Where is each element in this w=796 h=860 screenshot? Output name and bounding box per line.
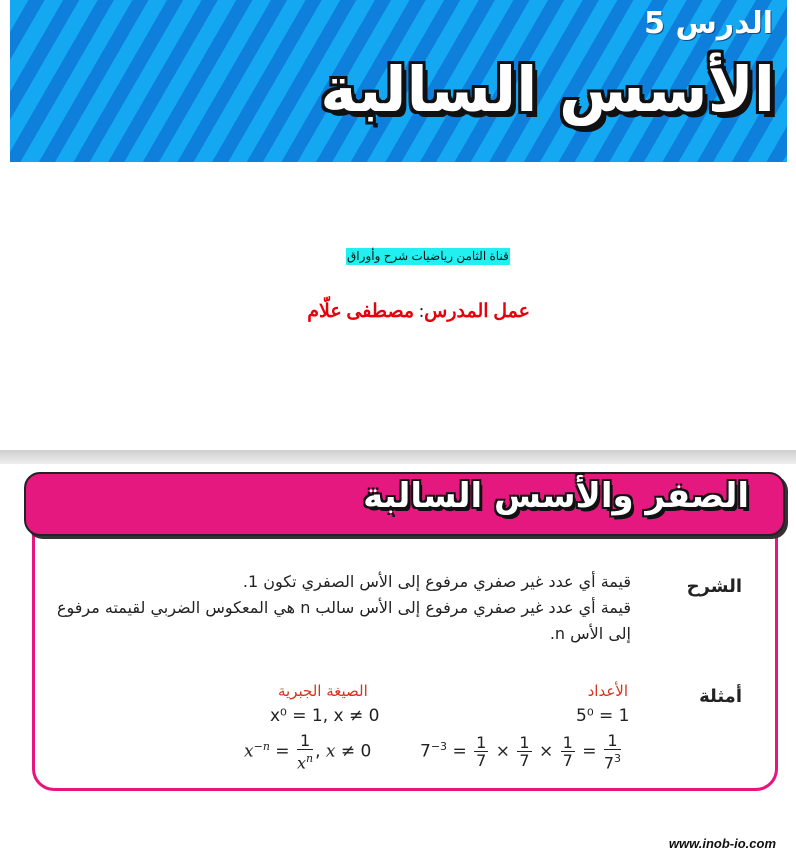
- page-divider: [0, 450, 796, 464]
- footer-website[interactable]: www.inob-io.com: [668, 836, 776, 851]
- explanation-label: الشرح: [686, 576, 742, 597]
- algebra-column-header: الصيغة الجبرية: [278, 682, 368, 700]
- numbers-example-1: 5⁰ = 1: [576, 706, 630, 726]
- teacher-separator: :: [418, 301, 425, 322]
- lesson-title: الأسس السالبة: [320, 53, 775, 126]
- numbers-example-2: $7^{-3}$ = $\frac{1}{7}$ × $\frac{1}{7}$ × $\frac{1}{7}$ = $\frac{1}{7^3}$: [420, 731, 622, 773]
- section-title: الصفر والأسس السالبة: [363, 476, 749, 516]
- lesson-number: الدرس 5: [644, 6, 773, 41]
- concept-card-header: [24, 472, 785, 536]
- explanation-line: قيمة أي عدد غير صفري مرفوع إلى الأس الصفري تكون 1.: [242, 572, 631, 591]
- explanation-line: قيمة أي عدد غير صفري مرفوع إلى الأس سالب n هي المعكوس الضربي لقيمته مرفوع إلى الأس n.: [56, 598, 631, 643]
- teacher-name: مصطفى علّام: [307, 301, 415, 322]
- algebra-example-1: x⁰ = 1, x ≠ 0: [270, 706, 380, 726]
- numbers-column-header: الأعداد: [587, 682, 628, 700]
- explanation-text: [31, 569, 631, 647]
- lesson-banner: [10, 0, 787, 162]
- examples-label: أمثلة: [699, 686, 742, 707]
- algebra-example-2: $x^{-n}$ = $\frac{1}{x^n}$ , x ≠ 0: [244, 731, 372, 773]
- teacher-label: عمل المدرس: [424, 301, 530, 322]
- teacher-credit: [307, 300, 530, 323]
- channel-label: قناة الثامن رياضيات شرح وأوراق: [347, 249, 509, 263]
